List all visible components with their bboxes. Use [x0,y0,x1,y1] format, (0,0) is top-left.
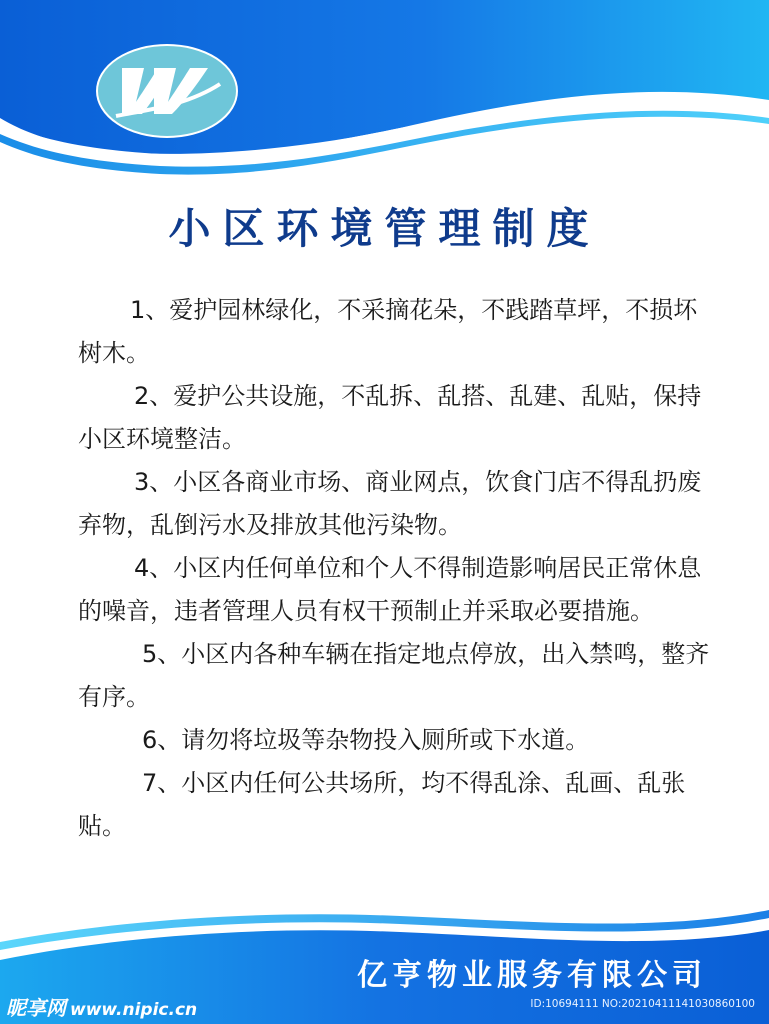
rule-item: 7、小区内任何公共场所，均不得乱涂、乱画、乱张贴。 [78,769,686,840]
rules-list [78,289,718,848]
page-title: 小区环境管理制度 [168,204,601,253]
rule-item: 6、请勿将垃圾等杂物投入厕所或下水道。 [142,726,590,754]
image-id-label: ID:10694111 NO:20210411141030860100 [530,998,755,1010]
rule-item: 3、小区各商业市场、商业网点，饮食门店不得乱扔废弃物，乱倒污水及排放其他污染物。 [78,468,702,539]
company-name: 亿亨物业服务有限公司 [357,958,707,993]
rule-item: 1、爱护园林绿化，不采摘花朵，不践踏草坪，不损坏树木。 [78,296,698,367]
rule-item: 4、小区内任何单位和个人不得制造影响居民正常休息的噪音，违者管理人员有权干预制止并采取必要措施。 [78,554,702,625]
rule-item: 5、小区内各种车辆在指定地点停放，出入禁鸣，整齐有序。 [78,640,710,711]
site-watermark [6,992,197,1021]
watermark-site-name: 昵享网 [6,996,66,1020]
rule-item: 2、爱护公共设施，不乱拆、乱搭、乱建、乱贴，保持小区环境整洁。 [78,382,702,453]
watermark-url: www.nipic.cn [70,1000,198,1020]
company-logo-icon [96,44,238,138]
